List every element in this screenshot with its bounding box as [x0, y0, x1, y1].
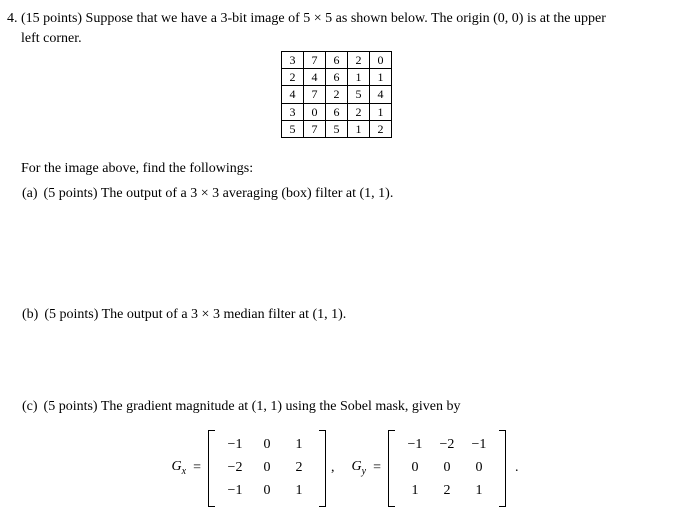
gx-matrix-grid: [215, 430, 319, 507]
pixel-cell: 7: [304, 52, 326, 69]
gy-equals-sign: =: [373, 459, 381, 475]
pixel-cell: 1: [348, 69, 370, 86]
right-bracket: [499, 430, 506, 507]
left-bracket: [208, 430, 215, 507]
pixel-cell: 3: [282, 52, 304, 69]
pixel-cell: 2: [326, 86, 348, 103]
matrix-cell: 0: [263, 459, 271, 475]
pixel-cell: 5: [326, 120, 348, 137]
pixel-cell: 7: [304, 86, 326, 103]
table-row: [282, 52, 392, 69]
pixel-cell: 0: [370, 52, 392, 69]
part-c: [22, 398, 461, 417]
pixel-cell: 1: [348, 120, 370, 137]
matrix-cell: 0: [475, 459, 483, 475]
matrix-cell: −1: [471, 437, 487, 452]
matrix-cell: 2: [443, 482, 451, 498]
pixel-cell: 2: [348, 52, 370, 69]
table-row: [282, 120, 392, 137]
pixel-cell: 2: [370, 120, 392, 137]
part-b: [22, 306, 346, 325]
gy-matrix: [388, 430, 506, 507]
matrix-cell: 0: [263, 437, 271, 452]
question-text-line1: 4. (15 points) Suppose that we have a 3-bit image of 5 × 5 as shown below. The origin (0, 0) is at the upper: [7, 11, 606, 26]
pixel-cell: 2: [282, 69, 304, 86]
pixel-cell: 6: [326, 69, 348, 86]
image-pixel-table: [281, 51, 392, 138]
gy-symbol: [352, 458, 367, 478]
matrix-cell: 2: [295, 459, 303, 475]
matrix-cell: 0: [411, 459, 419, 475]
pixel-cell: 7: [304, 120, 326, 137]
matrix-cell: 0: [443, 459, 451, 475]
table-row: [282, 86, 392, 103]
matrix-cell: −1: [407, 437, 423, 452]
gx-equals-sign: =: [193, 459, 201, 475]
pixel-cell: 4: [282, 86, 304, 103]
gx-matrix: [208, 430, 326, 507]
gx-letter: G: [171, 459, 182, 475]
part-a-text: (5 points) The output of a 3 × 3 averaging (box) filter at (1, 1).: [43, 186, 394, 201]
followings-intro: For the image above, find the followings:: [21, 161, 254, 176]
part-c-text: (5 points) The gradient magnitude at (1, 1) using the Sobel mask, given by: [43, 399, 461, 414]
matrix-cell: −1: [227, 482, 243, 498]
pixel-cell: 2: [348, 103, 370, 120]
matrix-cell: 1: [411, 482, 419, 498]
question-text-line2: left corner.: [21, 31, 82, 46]
matrix-cell: −2: [439, 437, 455, 452]
matrix-cell: −2: [227, 459, 243, 475]
pixel-cell: 6: [326, 52, 348, 69]
part-b-text: (5 points) The output of a 3 × 3 median filter at (1, 1).: [44, 307, 347, 322]
gy-letter: G: [351, 459, 362, 475]
pixel-cell: 1: [370, 103, 392, 120]
gx-symbol: [172, 458, 187, 478]
part-c-label: (c): [22, 399, 38, 414]
gy-matrix-grid: [395, 430, 499, 507]
matrix-cell: 1: [295, 482, 303, 498]
matrix-separator-comma: ,: [331, 459, 335, 475]
table-row: [282, 69, 392, 86]
gx-subscript: x: [181, 465, 187, 477]
gy-subscript: y: [361, 465, 367, 477]
pixel-cell: 4: [370, 86, 392, 103]
sentence-period: .: [514, 459, 519, 475]
part-b-label: (b): [22, 307, 39, 322]
pixel-cell: 0: [304, 103, 326, 120]
pixel-cell: 4: [304, 69, 326, 86]
pixel-cell: 5: [282, 120, 304, 137]
part-a-label: (a): [22, 186, 38, 201]
pixel-cell: 5: [348, 86, 370, 103]
matrix-cell: 1: [475, 482, 483, 498]
pixel-cell: 6: [326, 103, 348, 120]
left-bracket: [388, 430, 395, 507]
pixel-cell: 3: [282, 103, 304, 120]
matrix-cell: 1: [295, 437, 303, 452]
matrix-cell: 0: [263, 482, 271, 498]
matrix-cell: −1: [227, 437, 243, 452]
sobel-masks-equation: [0, 430, 692, 507]
part-a: [22, 185, 393, 204]
right-bracket: [319, 430, 326, 507]
table-row: [282, 103, 392, 120]
pixel-cell: 1: [370, 69, 392, 86]
